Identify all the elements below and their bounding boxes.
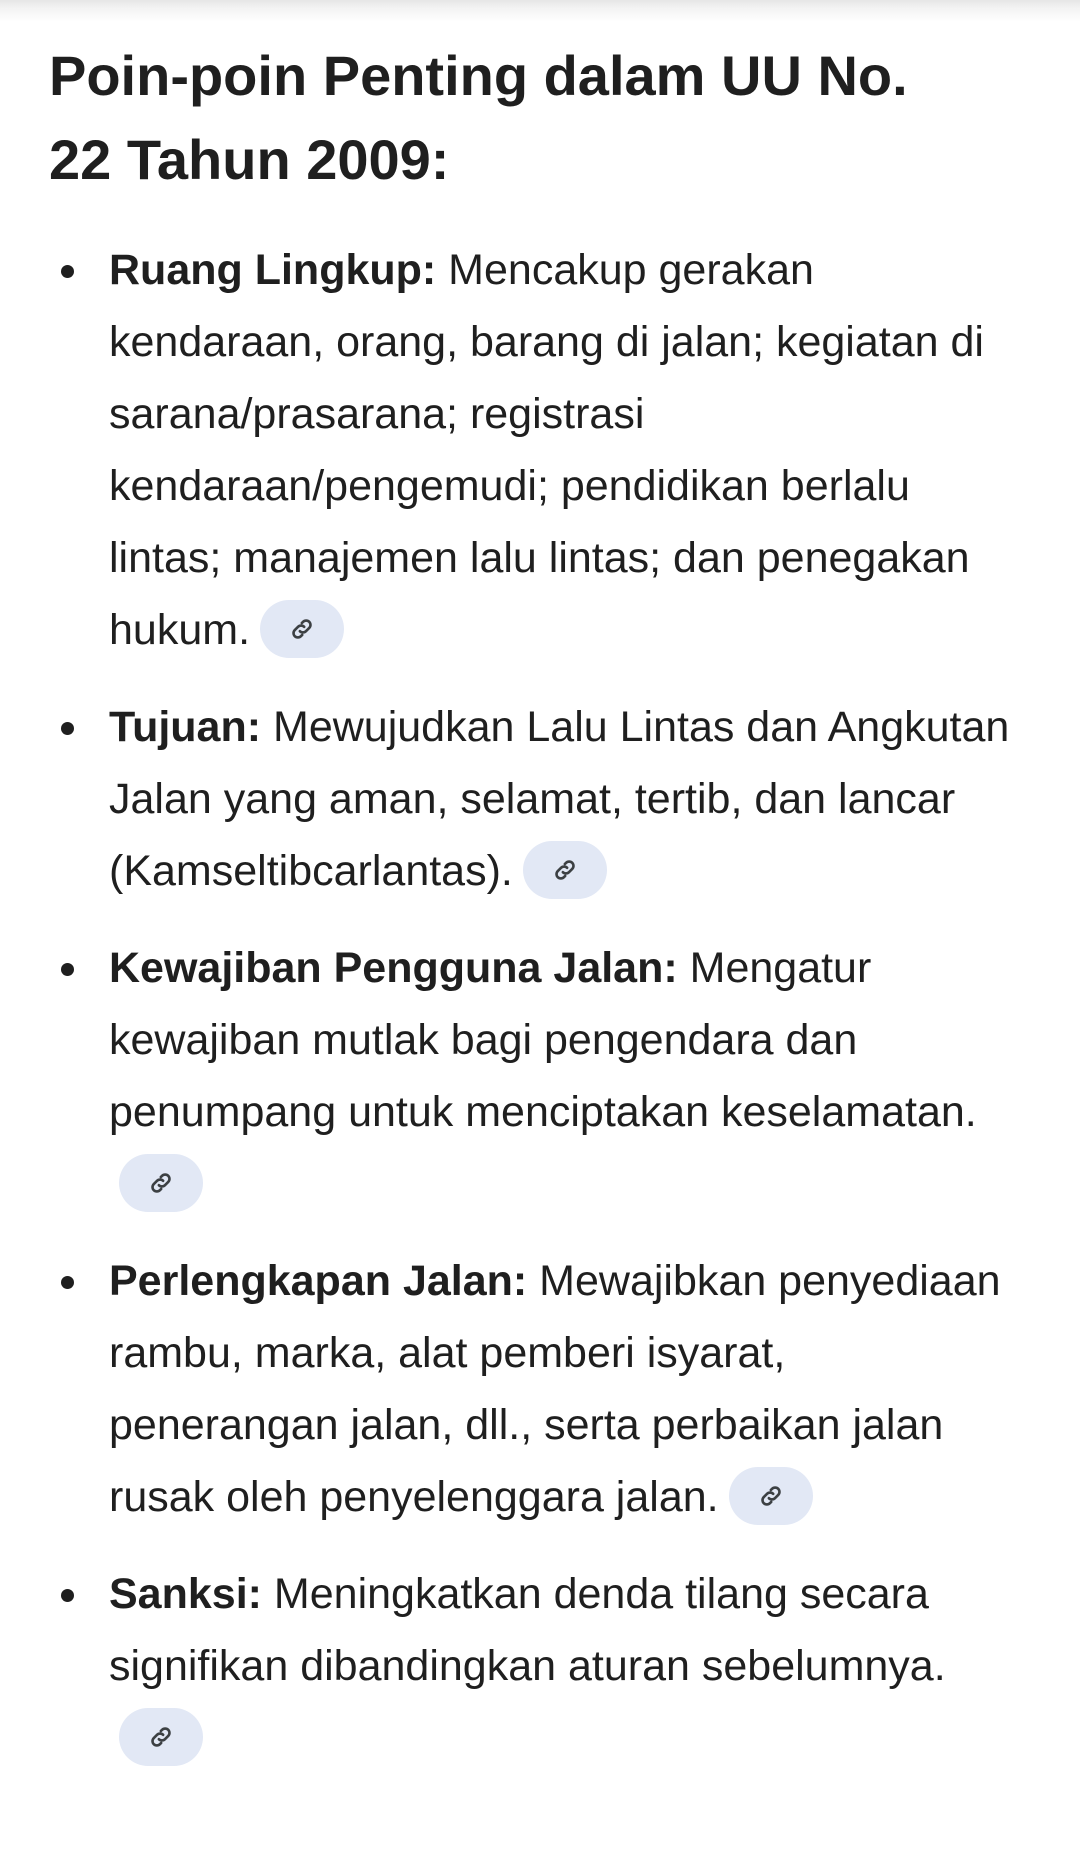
citation-link-button[interactable] — [729, 1467, 813, 1525]
list-item-sanksi — [49, 1558, 1025, 1774]
bullet-dot — [61, 265, 74, 278]
link-icon — [148, 1724, 174, 1750]
point-text: Meningkatkan denda tilang secara signifikan dibandingkan aturan sebelumnya. — [109, 1570, 946, 1690]
response-content — [49, 34, 1039, 1799]
point-text: Mencakup gerakan kendaraan, orang, barang di jalan; kegiatan di sarana/prasarana; registrasi kendaraan/pengemudi; pendidikan berlalu lintas; manajemen lalu lintas; dan penegakan hukum. — [109, 246, 984, 654]
section-heading: Poin-poin Penting dalam UU No. 22 Tahun 2009: — [49, 44, 908, 191]
key-points-list — [49, 234, 1039, 1774]
bullet-dot — [61, 1589, 74, 1602]
link-icon — [552, 857, 578, 883]
link-icon — [289, 616, 315, 642]
citation-link-button[interactable] — [260, 600, 344, 658]
list-item-ruang-lingkup — [49, 234, 1025, 666]
citation-link-button[interactable] — [119, 1708, 203, 1766]
list-item-tujuan — [49, 691, 1025, 907]
point-term: Kewajiban Pengguna Jalan: — [109, 944, 678, 992]
point-text: Mewajibkan penyediaan rambu, marka, alat pemberi isyarat, penerangan jalan, dll., serta perbaikan jalan rusak oleh penyelenggara jalan. — [109, 1257, 1001, 1521]
list-item-perlengkapan-jalan — [49, 1245, 1025, 1533]
point-term: Sanksi: — [109, 1570, 262, 1618]
point-term: Perlengkapan Jalan: — [109, 1257, 528, 1305]
point-term: Tujuan: — [109, 703, 262, 751]
list-item-kewajiban-pengguna-jalan — [49, 932, 1025, 1220]
point-text: Mewujudkan Lalu Lintas dan Angkutan Jalan yang aman, selamat, tertib, dan lancar (Kamseltibcarlantas). — [109, 703, 1010, 895]
citation-link-button[interactable] — [523, 841, 607, 899]
bullet-dot — [61, 722, 74, 735]
point-text: Mengatur kewajiban mutlak bagi pengendara dan penumpang untuk menciptakan keselamatan. — [109, 944, 977, 1136]
link-icon — [758, 1483, 784, 1509]
citation-link-button[interactable] — [119, 1154, 203, 1212]
bullet-dot — [61, 1276, 74, 1289]
link-icon — [148, 1170, 174, 1196]
top-app-bar-shadow — [0, 0, 1080, 22]
bullet-dot — [61, 963, 74, 976]
point-term: Ruang Lingkup: — [109, 246, 437, 294]
